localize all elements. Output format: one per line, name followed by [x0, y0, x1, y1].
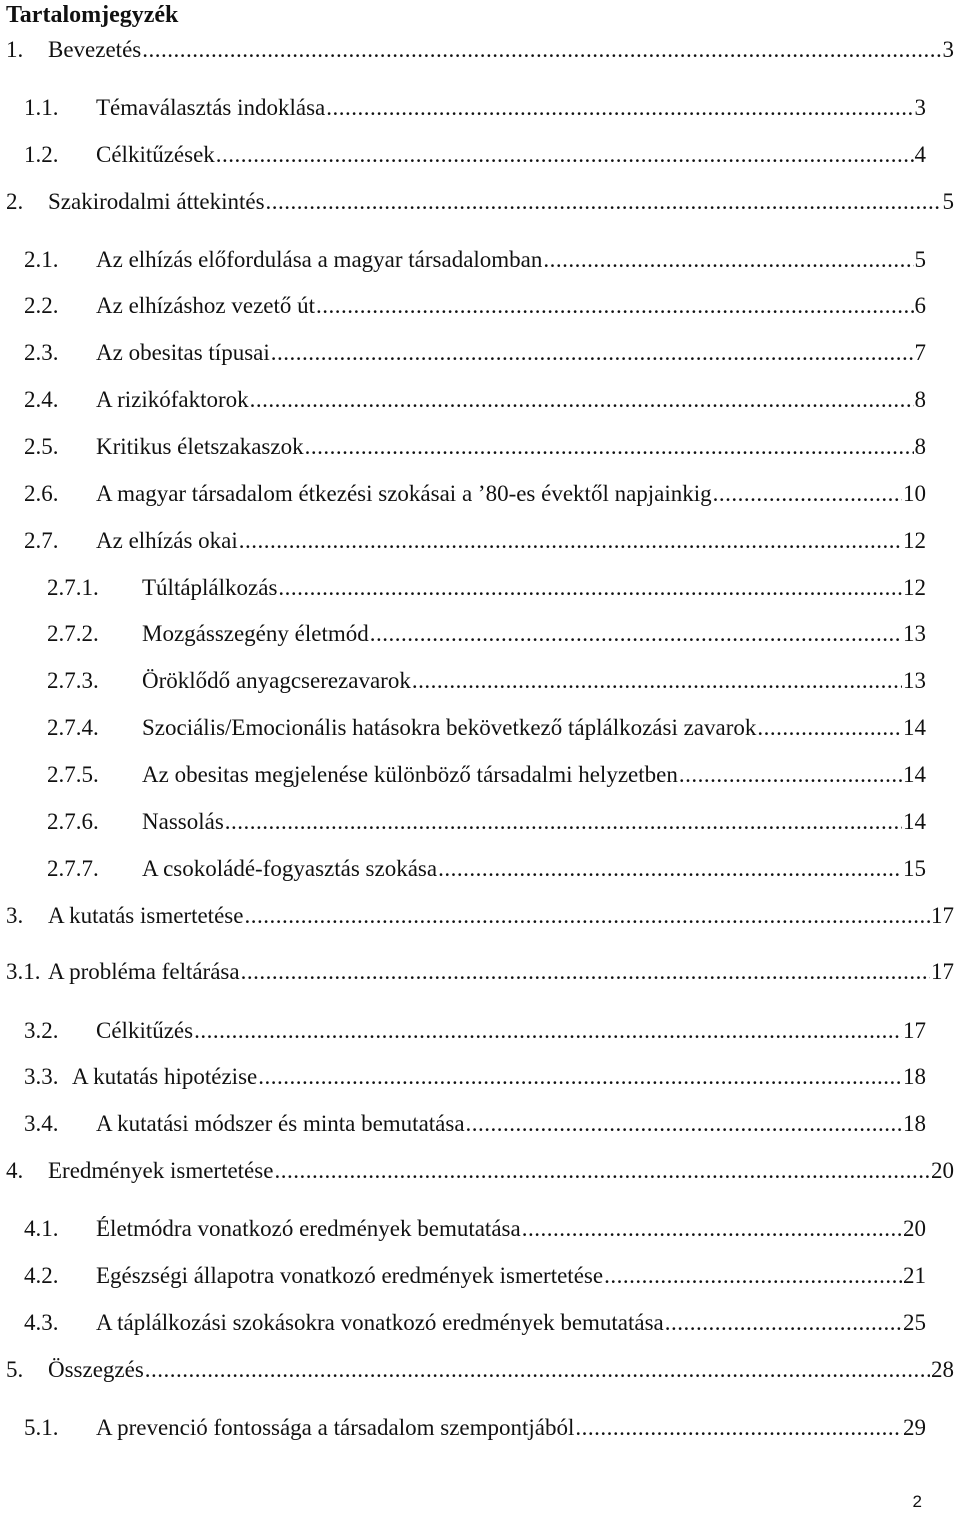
toc-entry[interactable]: [0, 1110, 926, 1138]
toc-title: Tartalomjegyzék: [6, 2, 179, 28]
toc-leader-dots: [757, 714, 902, 742]
toc-entry-title: Szociális/Emocionális hatásokra bekövetkező táplálkozási zavarok: [142, 715, 757, 740]
toc-entry-page: 14: [903, 715, 926, 740]
toc-leader-dots: [274, 1157, 930, 1185]
toc-entry-title: Célkitűzés: [96, 1018, 194, 1043]
toc-entry-title: A magyar társadalom étkezési szokásai a ’80-es évektől napjainkig: [96, 481, 712, 506]
toc-entry-title: A kutatási módszer és minta bemutatása: [96, 1111, 465, 1136]
toc-entry-title: Szakirodalmi áttekintés: [48, 189, 265, 214]
toc-leader-dots: [216, 141, 914, 169]
toc-entry[interactable]: [0, 94, 926, 122]
toc-leader-dots: [713, 480, 902, 508]
toc-entry[interactable]: [0, 386, 926, 414]
toc-entry-number: 2.2.: [24, 293, 59, 318]
toc-entry[interactable]: [0, 1414, 926, 1442]
toc-leader-dots: [266, 188, 942, 216]
toc-entry[interactable]: [0, 620, 926, 648]
toc-leader-dots: [522, 1215, 902, 1243]
toc-entry-page: 25: [903, 1310, 926, 1335]
toc-entry-title: Mozgásszegény életmód: [142, 621, 369, 646]
toc-entry[interactable]: [0, 1356, 954, 1384]
toc-entry-number: 2.7.4.: [47, 715, 99, 740]
toc-entry-title: Célkitűzések: [96, 142, 215, 167]
toc-entry-title: Az elhízáshoz vezető út: [96, 293, 316, 318]
toc-entry-title: Nassolás: [142, 809, 224, 834]
toc-entry-number: 2.7.3.: [47, 668, 99, 693]
toc-entry-title: A táplálkozási szokásokra vonatkozó eredmények bemutatása: [96, 1310, 664, 1335]
toc-entry-title: Az elhízás előfordulása a magyar társadalomban: [96, 247, 543, 272]
toc-leader-dots: [194, 1017, 902, 1045]
toc-entry[interactable]: [0, 1063, 926, 1091]
toc-entry[interactable]: [0, 958, 954, 986]
toc-entry-page: 6: [914, 293, 926, 318]
toc-entry[interactable]: [0, 480, 926, 508]
toc-entry[interactable]: [0, 855, 926, 883]
toc-entry-number: 5.1.: [24, 1415, 59, 1440]
toc-entry-number: 3.2.: [24, 1018, 59, 1043]
toc-leader-dots: [305, 433, 914, 461]
toc-entry[interactable]: [0, 808, 926, 836]
toc-entry-number: 2.5.: [24, 434, 59, 459]
toc-leader-dots: [244, 902, 930, 930]
toc-leader-dots: [370, 620, 902, 648]
toc-leader-dots: [575, 1414, 902, 1442]
toc-entry-title: Túltáplálkozás: [142, 575, 278, 600]
toc-entry[interactable]: [0, 527, 926, 555]
toc-entry-title: Összegzés: [48, 1357, 144, 1382]
toc-entry-page: 13: [903, 621, 926, 646]
toc-entry[interactable]: [0, 1262, 926, 1290]
toc-entry-page: 8: [914, 387, 926, 412]
toc-leader-dots: [142, 36, 941, 64]
toc-entry-title: Kritikus életszakaszok: [96, 434, 304, 459]
toc-entry[interactable]: [0, 574, 926, 602]
toc-entry-number: 4.3.: [24, 1310, 59, 1335]
toc-entry-page: 21: [903, 1263, 926, 1288]
toc-leader-dots: [412, 667, 902, 695]
toc-leader-dots: [239, 527, 902, 555]
toc-entry-page: 4: [914, 142, 926, 167]
toc-entry-title: A kutatás hipotézise: [72, 1064, 258, 1089]
toc-entry-number: 4.2.: [24, 1263, 59, 1288]
toc-entry-title: Témaválasztás indoklása: [96, 95, 326, 120]
toc-entry-number: 2.7.: [24, 528, 59, 553]
toc-leader-dots: [604, 1262, 902, 1290]
toc-entry-page: 14: [903, 809, 926, 834]
toc-entry-number: 4.: [6, 1158, 24, 1183]
toc-entry-title: Bevezetés: [48, 37, 142, 62]
toc-entry-page: 18: [903, 1111, 926, 1136]
toc-entry-title: Életmódra vonatkozó eredmények bemutatása: [96, 1216, 521, 1241]
toc-entry-number: 2.6.: [24, 481, 59, 506]
toc-entry-page: 20: [931, 1158, 954, 1183]
toc-entry-page: 15: [903, 856, 926, 881]
toc-leader-dots: [250, 386, 914, 414]
toc-entry-page: 20: [903, 1216, 926, 1241]
toc-entry-number: 3.4.: [24, 1111, 59, 1136]
toc-entry-number: 2.7.7.: [47, 856, 99, 881]
toc-entry-page: 12: [903, 528, 926, 553]
toc-entry[interactable]: [0, 1215, 926, 1243]
toc-entry-number: 1.1.: [24, 95, 59, 120]
toc-entry-title: Öröklődő anyagcserezavarok: [142, 668, 411, 693]
toc-entry-number: 3.3.: [24, 1064, 59, 1089]
toc-leader-dots: [679, 761, 902, 789]
toc-entry-page: 17: [931, 903, 954, 928]
toc-leader-dots: [326, 94, 913, 122]
toc-entry-number: 4.1.: [24, 1216, 59, 1241]
toc-entry[interactable]: [0, 1309, 926, 1337]
toc-leader-dots: [316, 292, 913, 320]
toc-leader-dots: [241, 958, 930, 986]
toc-entry-page: 8: [914, 434, 926, 459]
toc-entry[interactable]: [0, 1157, 954, 1185]
toc-entry-title: A rizikófaktorok: [96, 387, 249, 412]
toc-entry-number: 2.7.5.: [47, 762, 99, 787]
toc-entry-page: 7: [914, 340, 926, 365]
toc-entry[interactable]: [0, 1017, 926, 1045]
toc-entry-title: Eredmények ismertetése: [48, 1158, 274, 1183]
toc-entry[interactable]: [0, 714, 926, 742]
toc-entry-title: Az obesitas megjelenése különböző társadalmi helyzetben: [142, 762, 678, 787]
toc-entry-page: 10: [903, 481, 926, 506]
toc-entry-title: Az obesitas típusai: [96, 340, 270, 365]
toc-entry-page: 29: [903, 1415, 926, 1440]
page-number: 2: [912, 1492, 922, 1511]
toc-leader-dots: [438, 855, 902, 883]
toc-entry-page: 28: [931, 1357, 954, 1382]
toc-entry-number: 1.: [6, 37, 24, 62]
toc-entry[interactable]: [0, 246, 926, 274]
toc-entry[interactable]: [0, 667, 926, 695]
toc-entry-number: 3.1.: [6, 959, 41, 984]
toc-entry-page: 17: [931, 959, 954, 984]
toc-entry-page: 5: [942, 189, 954, 214]
toc-leader-dots: [225, 808, 902, 836]
toc-entry-page: 12: [903, 575, 926, 600]
toc-entry-page: 17: [903, 1018, 926, 1043]
toc-entry-number: 2.3.: [24, 340, 59, 365]
toc-leader-dots: [665, 1309, 902, 1337]
toc-entry[interactable]: [0, 292, 926, 320]
toc-entry-number: 2.7.6.: [47, 809, 99, 834]
toc-entry[interactable]: [0, 188, 954, 216]
toc-entry-page: 3: [914, 95, 926, 120]
toc-entry-title: Egészségi állapotra vonatkozó eredmények ismertetése: [96, 1263, 604, 1288]
toc-entry-page: 3: [942, 37, 954, 62]
toc-entry[interactable]: [0, 902, 954, 930]
toc-leader-dots: [466, 1110, 902, 1138]
toc-entry[interactable]: [0, 761, 926, 789]
toc-entry-title: A kutatás ismertetése: [48, 903, 244, 928]
toc-entry-number: 2.4.: [24, 387, 59, 412]
toc-leader-dots: [145, 1356, 930, 1384]
toc-leader-dots: [543, 246, 913, 274]
toc-entry[interactable]: [0, 141, 926, 169]
toc-entry[interactable]: [0, 36, 954, 64]
toc-entry-page: 14: [903, 762, 926, 787]
toc-entry-number: 3.: [6, 903, 24, 928]
toc-leader-dots: [271, 339, 914, 367]
toc-entry-title: A probléma feltárása: [48, 959, 240, 984]
toc-entry-number: 2.7.2.: [47, 621, 99, 646]
toc-entry[interactable]: [0, 339, 926, 367]
toc-entry-title: A csokoládé-fogyasztás szokása: [142, 856, 438, 881]
toc-entry-page: 13: [903, 668, 926, 693]
toc-entry-number: 5.: [6, 1357, 24, 1382]
toc-entry-number: 1.2.: [24, 142, 59, 167]
toc-entry-page: 18: [903, 1064, 926, 1089]
toc-entry-number: 2.1.: [24, 247, 59, 272]
toc-entry-number: 2.7.1.: [47, 575, 99, 600]
toc-entry-page: 5: [914, 247, 926, 272]
toc-entry-title: A prevenció fontossága a társadalom szempontjából: [96, 1415, 575, 1440]
toc-entry-number: 2.: [6, 189, 24, 214]
toc-entry[interactable]: [0, 433, 926, 461]
toc-leader-dots: [258, 1063, 902, 1091]
toc-leader-dots: [278, 574, 902, 602]
toc-entry-title: Az elhízás okai: [96, 528, 238, 553]
